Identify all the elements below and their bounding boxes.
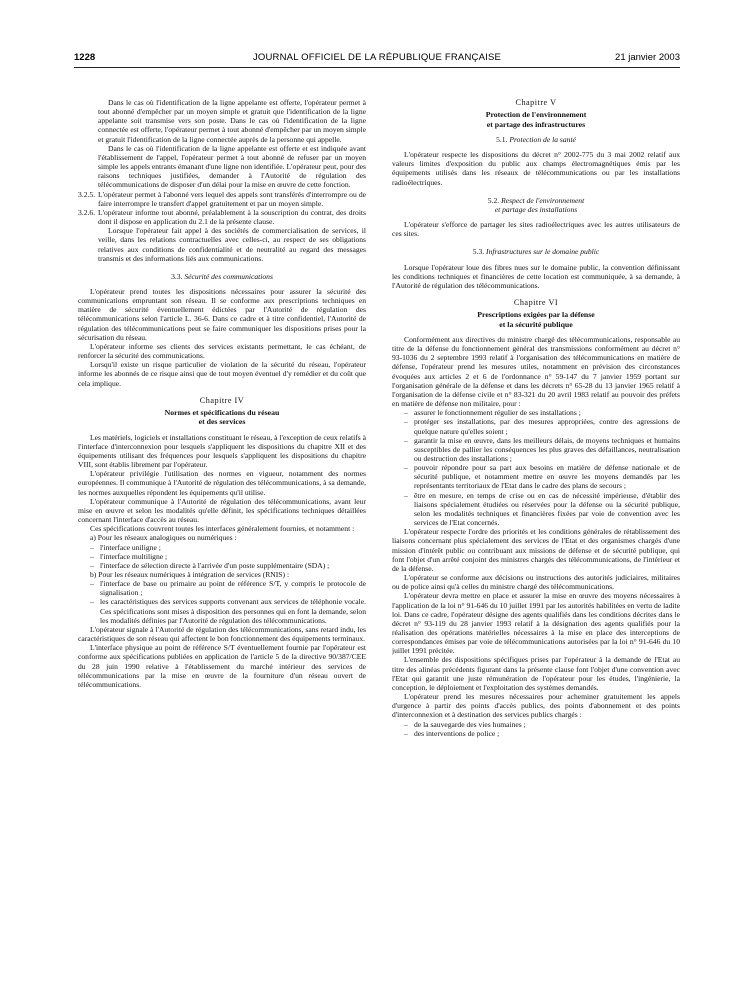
list-item-text: l'interface multiligne ; <box>100 551 168 561</box>
right-column <box>392 98 680 984</box>
paragraph: Ces spécifications couvrent toutes les interfaces généralement fournies, et notamment : <box>90 524 355 534</box>
section-title-3-3 <box>78 272 366 281</box>
paragraph: L'opérateur communique à l'Autorité de régulation des télécommunications, avant leur mise en œuvre et selon les modalités qu'elle définit, les spécifications techniques détaillées concernant l'interface d'accès au réseau. <box>78 496 366 525</box>
list-item-text: l'interface de base ou primaire au point de référence S/T, y compris le protocole de signalisation ; <box>100 579 366 598</box>
list-item-text: assurer le fonctionnement régulier de ses installations ; <box>414 408 581 418</box>
journal-title: JOURNAL OFFICIEL DE LA RÉPUBLIQUE FRANÇAISE <box>252 52 502 63</box>
paragraph-text: L'opérateur permet à l'abonné vers lequel des appels sont transférés d'interrompre ou de faire interrompre le transfert d'appel gratuitement et par un moyen simple. <box>98 189 366 208</box>
paragraph: Lorsque l'opérateur loue des fibres nues sur le domaine public, la convention définissant les conditions techniques et financières de cette location est communiquée, à sa demande, à l'Autorité de régulation des télécommunications. <box>392 262 680 290</box>
page-number: 1228 <box>74 52 96 63</box>
list-item-text: les caractéristiques des services supports convenant aux services de téléphonie vocale. Ces spécifications sont mises à disposition des personnes qui en font la demande, selon les modalités définies par l'Autorité de régulation des télécommunications. <box>100 597 366 625</box>
paragraph: L'opérateur se conforme aux décisions ou instructions des autorités judiciaires, militaires ou de police ainsi qu'à celles du ministre chargé des télécommunications. <box>392 573 680 592</box>
paragraph: Dans le cas où l'identification de la ligne appelante est offerte et est indiquée avant l'établissement de l'appel, l'opérateur permet à tout abonné de refuser par un moyen simple les appels entrants émanant d'une ligne non identifiée. L'opérateur peut, pour des raisons techniques justifiées, demander à l'Autorité de régulation des télécommunications de disposer d'un délai pour la mise en œuvre de cette fonction. <box>98 143 366 190</box>
paragraph: L'opérateur informe ses clients des services existants permettant, le cas échéant, de renforcer la sécurité des communications. <box>78 341 366 361</box>
list-item: – pouvoir répondre pour sa part aux besoins en matière de défense nationale et de sécurité publique, et notamment mettre en œuvre les moyens demandés par les représentants territoriaux de l'Etat dans le cadre des plans de secours ; <box>404 463 680 491</box>
numbered-paragraph-3-2-5 <box>78 190 366 208</box>
paragraph: L'opérateur respecte l'ordre des priorités et les conditions générales de rétablissement des liaisons concernant plus spécialement des services de l'Etat et des organismes chargés d'une mission d'intérêt public ou contribuant aux missions de défense et de sécurité publique, qui font l'objet d'un arrêté conjoint des ministres chargés des télécommunications, de l'intérieur et de la défense. <box>392 527 680 573</box>
page-header <box>74 52 680 66</box>
section-heading-line: et partage des installations <box>494 204 578 214</box>
chapter-title-line: Prescriptions exigées par la défense <box>477 310 595 320</box>
chapter-title-line: Normes et spécifications du réseau <box>164 407 280 417</box>
paragraph-text: L'opérateur informe tout abonné, préalablement à la souscription du contrat, des droits dont il dispose en application du 2.1 de la présente clause. <box>98 207 366 227</box>
list-item: – protéger ses installations, par des mesures appropriées, contre des agressions de quelque nature qu'elles soient ; <box>404 417 680 436</box>
paragraph: L'opérateur signale à l'Autorité de régulation des télécommunications, sans retard indu, les caractéristiques de son réseau qui affectent le bon fonctionnement des équipements terminaux. <box>78 624 366 644</box>
paragraph: L'opérateur devra mettre en place et assurer la mise en œuvre des moyens nécessaires à l'application de la loi n° 91-646 du 10 juillet 1991 par les autorités habilitées en vertu de ladite loi. Dans ce cadre, l'opérateur désigne des agents qualifiés dans les conditions décrites dans le décret n° 93-119 du 28 janvier 1993 relatif à la désignation des agents qualifiés pour la réalisation des opérations matérielles nécessaires à la mise en place des interceptions de correspondances émises par voie de télécommunications autorisées par la loi n° 91-646 du 10 juillet 1991 précitée. <box>392 591 680 656</box>
paragraph: Conformément aux directives du ministre chargé des télécommunications, responsable au titre de la défense du fonctionnement général des transmissions conformément au décret n° 93-1036 du 2 septembre 1993 relatif à l'organisation des télécommunications en matière de défense, l'opérateur prend les mesures utiles, notamment en prévision des circonstances évoquées aux articles 2 et 6 de l'ordonnance n° 59-147 du 7 janvier 1959 portant sur l'organisation générale de la défense et dans les décrets n° 65-28 du 13 janvier 1965 relatif à l'organisation de la défense civile et n° 83-321 du 20 avril 1983 relatif au pouvoir des préfets en matière de défense non militaire, pour : <box>392 334 680 409</box>
list-item: – assurer le fonctionnement régulier de ses installations ; <box>404 408 680 417</box>
section-number: 3.3. <box>171 271 183 281</box>
chapter-label-v: Chapitre V <box>515 98 557 107</box>
section-heading: Sécurité des communications <box>184 271 273 281</box>
paragraph: L'opérateur s'efforce de partager les sites radioélectriques avec les autres utilisateurs de ces sites. <box>392 220 680 239</box>
list-item-text: protéger ses installations, par des mesures appropriées, contre des agressions de quelque nature qu'elles soient ; <box>414 417 680 436</box>
chapter-label-iv: Chapitre IV <box>199 395 245 405</box>
paragraph: Dans le cas où l'identification de la ligne appelante est offerte, l'opérateur permet à tout abonné d'empêcher par un moyen simple et gratuit que l'identification de la ligne appelante soit transmise vers son poste. Dans le cas où l'identification de la ligne connectée est offerte, l'opérateur permet à tout abonné d'empêcher par un moyen simple et gratuit l'identification de la ligne connectée auprès de la personne qui appelle. <box>98 98 366 144</box>
list-item: – de la sauvegarde des vies humaines ; <box>404 720 680 729</box>
paragraph-number: 3.2.5. <box>78 189 96 199</box>
list-item: – l'interface multiligne ; <box>90 552 366 561</box>
list-item-text: l'interface uniligne ; <box>100 542 161 552</box>
section-heading: Respect de l'environnement <box>501 195 585 205</box>
paragraph: L'opérateur respecte les dispositions du décret n° 2002-775 du 3 mai 2002 relatif aux valeurs limites d'exposition du public aux champs électromagnétiques émis par les équipements utilisés dans les réseaux de télécommunications ou par les installations radioélectriques. <box>392 150 680 187</box>
section-number: 5.2. <box>487 195 500 205</box>
paragraph: L'interface physique au point de référence S/T éventuellement fournie par l'opérateur est conforme aux spécifications publiées en application de l'article 5 de la directive 90/387/CEE du 28 juin 1990 relative à l'établissement du marché intérieur des services de télécommunications par la mise en œuvre de la fourniture d'un réseau ouvert de télécommunications. <box>78 643 366 689</box>
chapter-label-vi: Chapitre VI <box>513 298 559 307</box>
section-title-5-2 <box>392 196 680 214</box>
paragraph: L'opérateur privilégie l'utilisation des normes en vigueur, notamment des normes européennes. Il communique à l'Autorité de régulation des télécommunications, à sa demande, les normes auxquelles répondent les équipements qu'il utilise. <box>78 469 366 497</box>
chapter-title-line: et la sécurité publique <box>499 319 573 329</box>
chapter-title-line: et partage des infrastructures <box>486 119 586 129</box>
section-heading: Infrastructures sur le domaine public <box>486 247 600 257</box>
chapter-title-v <box>392 110 680 129</box>
lettered-item-a: a) Pour les réseaux analogiques ou numériques : <box>90 533 237 543</box>
list-item-text: garantir la mise en œuvre, dans les meilleurs délais, de moyens techniques et humains susceptibles de pallier les conséquences les plus graves des défaillances, neutralisation ou destruction des installations ; <box>414 435 680 463</box>
list-item: – l'interface uniligne ; <box>90 543 366 552</box>
list-item-text: pouvoir répondre pour sa part aux besoins en matière de défense nationale et de sécurité publique, et notamment mettre en œuvre les moyens demandés par les représentants territoriaux de l'Etat dans le cadre des plans de secours ; <box>414 463 680 491</box>
section-heading: Protection de la santé <box>509 134 576 144</box>
continued-paragraphs <box>98 98 366 190</box>
issue-date: 21 janvier 2003 <box>615 52 680 63</box>
list-item: – être en mesure, en temps de crise ou en cas de nécessité impérieuse, d'établir des liaisons spécialement étudiées ou réservées pour la défense ou la sécurité publique, selon les modalités techniques et financières fixées par voie de convention avec les services de l'Etat concernés. <box>404 490 680 528</box>
section-number: 5.3. <box>472 247 485 257</box>
lettered-item-b: b) Pour les réseaux numériques à intégration de services (RNIS) : <box>90 570 290 579</box>
chapter-title-iv <box>78 408 366 427</box>
list-item: – l'interface de base ou primaire au point de référence S/T, y compris le protocole de signalisation ; <box>90 579 366 598</box>
chapter-title-line: Protection de l'environnement <box>485 110 587 120</box>
paragraph: L'opérateur prend toutes les dispositions nécessaires pour assurer la sécurité des communications empruntant son réseau. Il se conforme aux prescriptions techniques en matière de sécurité éventuellement édictées par l'Autorité de régulation des télécommunications selon l'article L. 36-6. Dans ce cadre et à titre confidentiel, l'Autorité de régulation des télécommunications peut se faire communiquer les dispositions prises pour la sécurisation du réseau. <box>78 286 366 342</box>
paragraph: L'ensemble des dispositions spécifiques prises par l'opérateur à la demande de l'Etat au titre des alinéas précédents figurant dans la présente clause font l'objet d'une convention avec l'Etat qui garantit une juste rémunération de l'opérateur pour les études, l'ingénierie, la conception, le déploiement et l'exploitation des systèmes demandés. <box>392 655 680 692</box>
paragraph-number: 3.2.6. <box>78 207 96 217</box>
section-title-5-3 <box>392 247 680 256</box>
chapter-title-vi <box>392 310 680 329</box>
chapter-title-line: et des services <box>198 417 246 427</box>
numbered-paragraph-3-2-6 <box>78 208 366 226</box>
list-item-text: être en mesure, en temps de crise ou en cas de nécessité impérieuse, d'établir des liaisons spécialement étudiées ou réservées pour la défense ou la sécurité publique, selon les modalités techniques et financières fixées par voie de convention avec les services de l'Etat concernés. <box>414 490 680 528</box>
indented-paragraph <box>98 226 366 263</box>
left-column <box>78 98 366 984</box>
paragraph: Les matériels, logiciels et installations constituant le réseau, à l'exception de ceux relatifs à l'interface d'interconnexion pour lesquels s'appliquent les dispositions du chapitre XII et des équipements utilisant des fréquences pour lesquels s'appliquent les dispositions du chapitre VIII, sont établis librement par l'opérateur. <box>78 432 366 470</box>
list-item-text: l'interface de sélection directe à l'arrivée d'un poste supplémentaire (SDA) ; <box>100 560 330 570</box>
paragraph: Lorsque l'opérateur fait appel à des sociétés de commercialisation de services, il veille, dans les relations contractuelles avec celles-ci, au respect de ses obligations relatives aux conditions de confidentialité et de neutralité au regard des messages transmis et des informations liés aux communications. <box>98 226 366 263</box>
section-number: 5.1. <box>496 134 508 144</box>
header-rule <box>74 67 680 68</box>
list-item-text: des interventions de police ; <box>414 728 500 738</box>
list-item: – l'interface de sélection directe à l'arrivée d'un poste supplémentaire (SDA) ; <box>90 561 366 570</box>
paragraph: L'opérateur prend les mesures nécessaires pour acheminer gratuitement les appels d'urgence à partir des points d'accès publics, des points d'abonnement et des points d'interconnexion et à destination des services publics chargés : <box>392 692 680 720</box>
list-item: – garantir la mise en œuvre, dans les meilleurs délais, de moyens techniques et humains susceptibles de pallier les conséquences les plus graves des défaillances, neutralisation ou destruction des installations ; <box>404 435 680 463</box>
paragraph: Lorsqu'il existe un risque particulier de violation de la sécurité du réseau, l'opérateur informe les abonnés de ce risque ainsi que de tout moyen éventuel d'y remédier et du coût que cela implique. <box>78 360 366 388</box>
list-item: – des interventions de police ; <box>404 729 680 738</box>
section-title-5-1 <box>392 135 680 144</box>
list-item: – les caractéristiques des services supports convenant aux services de téléphonie vocale. Ces spécifications sont mises à disposition des personnes qui en font la demande, selon les modalités définies par l'Autorité de régulation des télécommunications. <box>90 597 366 625</box>
list-item-text: de la sauvegarde des vies humaines ; <box>414 719 526 729</box>
